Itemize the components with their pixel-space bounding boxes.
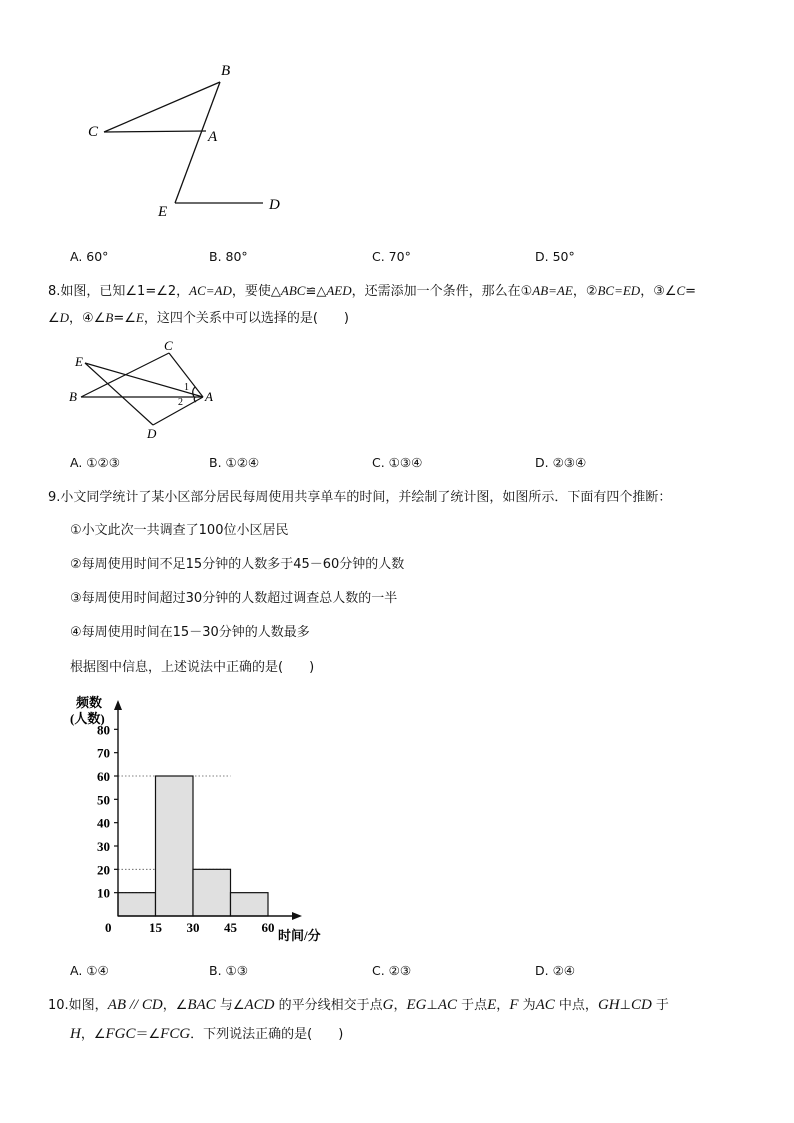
segment-ca <box>104 131 206 132</box>
q8-angle-1-label: 1 <box>184 382 189 393</box>
q8-stem-line1: 8.如图，已知∠1=∠2，AC=AD，要使△ABC≌△AED，还需添加一个条件，那么在①AB=AE，②BC=ED，③∠C= <box>48 283 697 299</box>
q7-option-d[interactable]: D. 50° <box>535 249 575 264</box>
q8-option-b[interactable]: B. ①②④ <box>209 455 260 470</box>
y-tick-label-40: 40 <box>97 815 110 831</box>
q9-histogram <box>60 688 350 950</box>
q7-option-a[interactable]: A. 60° <box>70 249 109 264</box>
point-label-c: C <box>88 124 99 140</box>
q9-option-b[interactable]: B. ①③ <box>209 963 248 978</box>
histogram-bar-30-45 <box>193 869 231 916</box>
y-axis-title-line1: 频数 <box>76 695 103 710</box>
y-axis-title-line2: (人数) <box>70 711 105 726</box>
origin-label: 0 <box>105 920 112 935</box>
y-tick-label-70: 70 <box>97 745 110 761</box>
q8-stem-line2: ∠D，④∠B=∠E，这四个关系中可以选择的是( ) <box>48 310 349 326</box>
q9-statement-2: ②每周使用时间不足15分钟的人数多于45－60分钟的人数 <box>70 557 405 572</box>
point-label-d: D <box>269 197 280 213</box>
q8-label-e: E <box>75 354 83 369</box>
q7-figure <box>80 58 300 223</box>
angle-2-arc <box>194 397 196 402</box>
y-tick-label-30: 30 <box>97 839 110 854</box>
point-label-e: E <box>158 204 168 220</box>
q9-option-c[interactable]: C. ②③ <box>372 963 412 978</box>
y-tick-label-20: 20 <box>97 862 110 878</box>
q9-statement-3: ③每周使用时间超过30分钟的人数超过调查总人数的一半 <box>70 591 398 606</box>
q9-option-a[interactable]: A. ①④ <box>70 963 109 978</box>
q7-option-c[interactable]: C. 70° <box>372 249 411 264</box>
x-axis-title: 时间/分 <box>278 928 321 943</box>
histogram-bar-0-15 <box>118 893 156 916</box>
y-tick-label-80: 80 <box>97 722 110 738</box>
q8-label-a: A <box>205 389 213 404</box>
y-axis-arrow <box>114 700 122 710</box>
x-axis-arrow <box>292 912 302 920</box>
q8-label-b: B <box>69 389 77 404</box>
angle-1-arc <box>193 387 195 397</box>
q8-label-d: D <box>147 426 157 441</box>
y-tick-label-60: 60 <box>97 769 110 784</box>
q10-stem-line1: 10.如图，AB // CD，∠BAC 与∠ACD 的平分线相交于点G，EG⊥AC 于点E，F 为AC 中点，GH⊥CD 于 <box>48 997 669 1013</box>
point-label-b: B <box>221 63 231 79</box>
q7-option-b[interactable]: B. 80° <box>209 249 248 264</box>
q8-option-d[interactable]: D. ②③④ <box>535 455 587 470</box>
x-tick-label-30: 30 <box>186 920 200 935</box>
x-tick-label-15: 15 <box>149 920 162 935</box>
q9-statement-4: ④每周使用时间在15－30分钟的人数最多 <box>70 625 310 640</box>
y-tick-label-50: 50 <box>97 792 110 808</box>
q8-angle-2-label: 2 <box>178 397 183 408</box>
q10-stem-line2: H，∠FGC＝∠FCG．下列说法正确的是( ) <box>70 1026 344 1042</box>
point-label-a: A <box>208 129 218 145</box>
q9-option-d[interactable]: D. ②④ <box>535 963 575 978</box>
q9-question: 根据图中信息，上述说法中正确的是( ) <box>70 660 315 675</box>
q8-figure <box>60 336 230 444</box>
q8-option-a[interactable]: A. ①②③ <box>70 455 120 470</box>
x-tick-label-45: 45 <box>224 920 237 935</box>
q9-statement-1: ①小文此次一共调查了100位小区居民 <box>70 523 289 538</box>
histogram-bar-45-60 <box>231 893 269 916</box>
x-tick-label-60: 60 <box>261 920 275 935</box>
q8-option-c[interactable]: C. ①③④ <box>372 455 423 470</box>
histogram-bar-15-30 <box>156 776 194 916</box>
q9-stem: 9.小文同学统计了某小区部分居民每周使用共享单车的时间，并绘制了统计图，如图所示．下面有四个推断： <box>48 490 672 505</box>
y-tick-label-10: 10 <box>97 885 110 901</box>
segment-bc <box>81 353 169 397</box>
segment-cb <box>104 82 220 132</box>
q8-label-c: C <box>164 338 173 353</box>
